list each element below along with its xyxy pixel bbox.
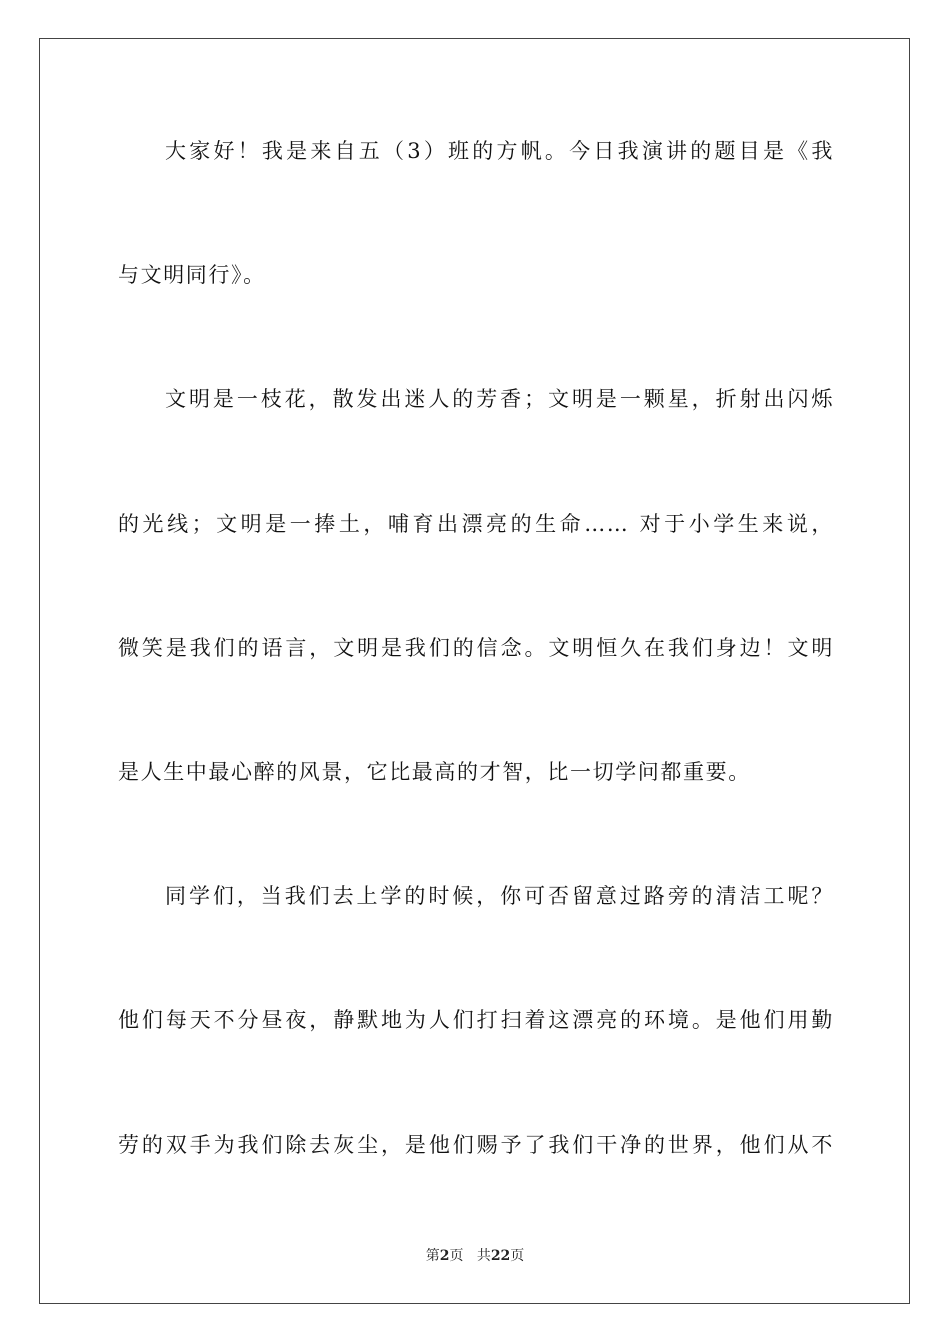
total-prefix: 共 (476, 1248, 491, 1264)
paragraph-line: 是人生中最心醉的风景，它比最高的才智，比一切学问都重要。 (118, 760, 751, 784)
paragraph-line: 同学们，当我们去上学的时候，你可否留意过路旁的清洁工呢？ (165, 884, 834, 908)
page-footer (0, 1247, 950, 1265)
page-number: 2 (439, 1248, 450, 1264)
page-suffix: 页 (449, 1248, 464, 1264)
paragraph-line: 微笑是我们的语言，文明是我们的信念。文明恒久在我们身边！文明 (118, 636, 834, 660)
paragraph-line: 的光线；文明是一捧土，哺育出漂亮的生命…… 对于小学生来说， (118, 512, 834, 536)
paragraph-line: 劳的双手为我们除去灰尘，是他们赐予了我们干净的世界，他们从不 (118, 1133, 834, 1157)
page-prefix: 第 (425, 1248, 440, 1264)
total-pages: 22 (490, 1248, 511, 1264)
paragraph-line: 大家好！我是来自五（3）班的方帆。今日我演讲的题目是《我 (165, 139, 834, 163)
paragraph-line: 与文明同行》。 (118, 263, 266, 287)
paragraph-line: 他们每天不分昼夜，静默地为人们打扫着这漂亮的环境。是他们用勤 (118, 1008, 834, 1032)
page-border (39, 38, 910, 1304)
total-suffix: 页 (510, 1248, 525, 1264)
paragraph-line: 文明是一枝花，散发出迷人的芳香；文明是一颗星，折射出闪烁 (165, 387, 834, 411)
